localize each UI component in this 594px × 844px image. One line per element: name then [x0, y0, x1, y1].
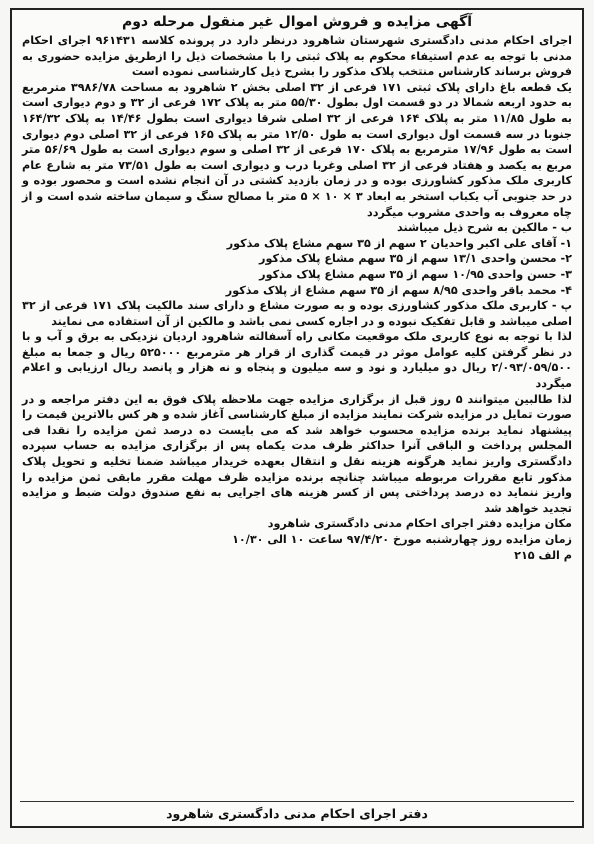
notice-body — [12, 31, 582, 563]
reference-number: م الف ۲۱۵ — [514, 548, 572, 562]
owner-item: ۳- حسن واحدی ۱۰/۹۵ سهم از ۳۵ سهم مشاع پلاک مذکور — [259, 267, 572, 281]
notice-page — [10, 8, 584, 828]
owners-heading: ب - مالکین به شرح ذیل میباشند — [397, 221, 572, 235]
intro-paragraph: اجرای احکام مدنی دادگستری شهرستان شاهرود درنظر دارد در پرونده کلاسه ۹۶۱۴۳۱ اجرای احکام مدنی با توجه به عدم استیفاء محکوم به پلاک ثبتی را با مشخصات ذیل را ازطریق مزایده حضوری به فروش برساند کارشناس منتخب پلاک مذکور را بشرح ذیل کارشناسی نموده است — [22, 34, 572, 79]
price-paragraph: لذا با توجه به نوع کاربری ملک موقعیت مکانی راه آسفالته شاهرود اردیان نزدیکی به برق و آب و با در نظر گرفتن کلیه عوامل موثر در قیمت گذاری از قرار هر مترمربع ۵۲۵۰۰۰ ریال و جمعا به مبلغ ۲/۰۹۳/۰۵۹/۵۰۰ ریال دو میلیارد و نود و سه میلیون و پنجاه و نه هزار و پانصد ریال ارزیابی و اعلام میگردد — [22, 330, 573, 391]
owner-item: ۱- آقای علی اکبر واحدیان ۲ سهم از ۳۵ سهم مشاع پلاک مذکور — [226, 236, 572, 250]
notice-title: آگهی مزایده و فروش اموال غیر منقول مرحله دوم — [121, 14, 473, 30]
footer-divider — [20, 801, 574, 802]
auction-place: مکان مزایده دفتر اجرای احکام مدنی دادگستری شاهرود — [267, 517, 572, 531]
footer-signature: دفتر اجرای احکام مدنی دادگستری شاهرود — [166, 806, 428, 821]
terms-paragraph: لذا طالبین میتوانند ۵ روز قبل از برگزاری مزایده جهت ملاحظه پلاک فوق به این دفتر مراجعه و در صورت تمایل در مزایده شرکت نمایند مزایده از مبلغ کارشناسی آغاز شده و هر کس بالاترین قیمت را پیشنهاد نماید برنده مزایده محسوب خواهد شد که می بایست ده درصد ثمن مزایده را نقدا فی المجلس پرداخت و الباقی آنرا حداکثر ظرف مدت یکماه پس از برگزاری مزایده به حساب سپرده دادگستری واریز نماید هرگونه هزینه نقل و انتقال بعهده خریدار میباشد ضمنا تخلیه و تحویل پلاک مذکور تابع مقررات مربوطه میباشد چنانچه برنده مزایده ظرف مهلت مقرر مابقی ثمن مزایده را واریز ننماید ده درصد پرداختی پس از کسر هزینه های اجرایی به نفع صندوق دولت ضبط و مزایده تجدید خواهد شد — [22, 392, 572, 515]
owner-item: ۴- محمد باقر واحدی ۸/۹۵ سهم از ۳۵ سهم مشاع از پلاک مذکور — [225, 283, 572, 297]
owner-item: ۲- محسن واحدی ۱۳/۱ سهم از ۳۵ سهم مشاع پلاک مذکور — [259, 252, 572, 266]
owners-list — [22, 236, 572, 298]
auction-time: زمان مزایده روز چهارشنبه مورخ ۹۷/۴/۲۰ ساعت ۱۰ الی ۱۰/۳۰ — [232, 533, 572, 546]
property-description: یک قطعه باغ دارای پلاک ثبتی ۱۷۱ فرعی از ۳۲ اصلی بخش ۲ شاهرود به مساحت ۳۹۸۶/۷۸ مترمربع به حدود اربعه شمالا در دو قسمت اول بطول ۵۵/۳۰ متر به پلاک ۱۷۲ فرعی از ۳۲ و دوم دیواری است به طول ۱۱/۸۵ متر به پلاک ۱۶۴ فرعی از ۳۲ اصلی شرقا دیواری است بطول ۱۴/۴۶ به پلاک ۱۶۴/۳۲ جنوبا در سه قسمت اول دیواری است به طول ۱۲/۵۰ متر به پلاک ۱۶۵ فرعی از ۳۲ اصلی دوم دیواری است به طول ۱۷/۹۶ مترمربع به پلاک ۱۷۰ فرعی از ۳۲ اصلی و سوم دیواری است به طول ۵۶/۶۹ متر مربع به یکصد و هفتاد فرعی از ۳۲ اصلی وغربا درب و دیواری است به طول ۷۳/۵۱ متر به شارع عام کاربری ملک مذکور کشاورزی بوده و در زمان بازدید کشتی در آن انجام نشده است و محصور بوده و در حد جنوبی آب یکباب استخر به ابعاد ۳ × ۱۰ × ۵ متر با مصالح سنگ و سیمان ساخته شده است و از چاه معروف به واحدی مشروب میگردد — [22, 80, 572, 219]
usage-paragraph: پ - کاربری ملک مذکور کشاورزی بوده و به صورت مشاع و دارای سند مالکیت پلاک ۱۷۱ فرعی از ۳۲ اصلی میباشد و قابل تفکیک نبوده و در اجاره کسی نمی باشد و مالکین از آن استفاده می نمایند — [22, 299, 572, 328]
